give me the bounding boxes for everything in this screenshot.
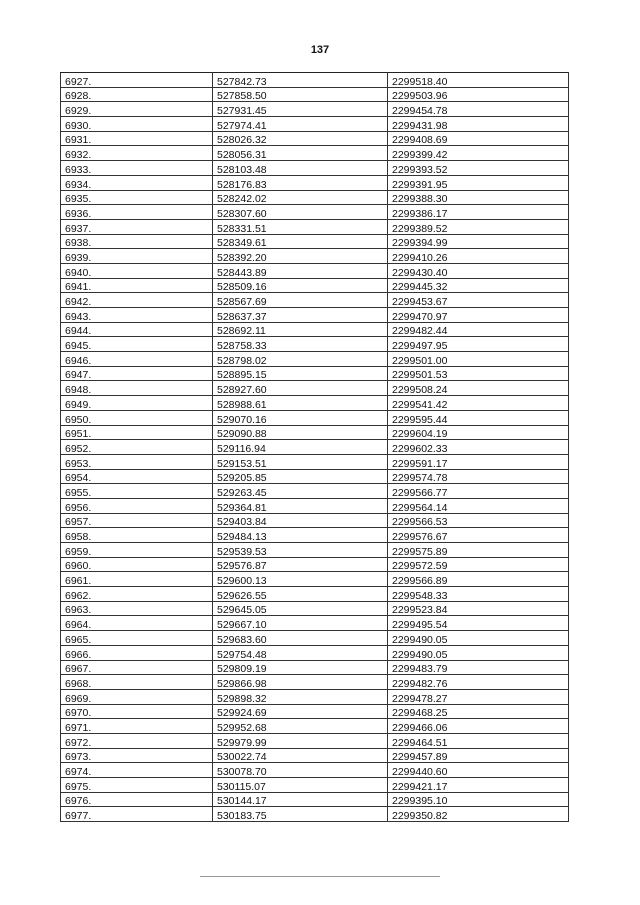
y-coordinate-cell: 2299566.53 bbox=[388, 513, 569, 528]
point-number-cell: 6967. bbox=[61, 660, 213, 675]
x-coordinate-cell: 528758.33 bbox=[213, 337, 388, 352]
table-row bbox=[61, 675, 569, 690]
x-coordinate-cell: 529924.69 bbox=[213, 704, 388, 719]
y-coordinate-cell: 2299566.89 bbox=[388, 572, 569, 587]
y-coordinate-cell: 2299421.17 bbox=[388, 778, 569, 793]
point-number-cell: 6929. bbox=[61, 102, 213, 117]
y-coordinate-cell: 2299508.24 bbox=[388, 381, 569, 396]
bottom-rule bbox=[200, 876, 440, 877]
point-number-cell: 6968. bbox=[61, 675, 213, 690]
x-coordinate-cell: 529866.98 bbox=[213, 675, 388, 690]
y-coordinate-cell: 2299454.78 bbox=[388, 102, 569, 117]
x-coordinate-cell: 530144.17 bbox=[213, 792, 388, 807]
x-coordinate-cell: 529645.05 bbox=[213, 601, 388, 616]
x-coordinate-cell: 530183.75 bbox=[213, 807, 388, 822]
point-number-cell: 6962. bbox=[61, 587, 213, 602]
table-row bbox=[61, 807, 569, 822]
table-row bbox=[61, 234, 569, 249]
point-number-cell: 6957. bbox=[61, 513, 213, 528]
y-coordinate-cell: 2299503.96 bbox=[388, 87, 569, 102]
point-number-cell: 6950. bbox=[61, 410, 213, 425]
point-number-cell: 6930. bbox=[61, 117, 213, 132]
table-row bbox=[61, 425, 569, 440]
point-number-cell: 6976. bbox=[61, 792, 213, 807]
x-coordinate-cell: 528509.16 bbox=[213, 278, 388, 293]
point-number-cell: 6949. bbox=[61, 396, 213, 411]
point-number-cell: 6932. bbox=[61, 146, 213, 161]
table-row bbox=[61, 87, 569, 102]
x-coordinate-cell: 529809.19 bbox=[213, 660, 388, 675]
x-coordinate-cell: 528567.69 bbox=[213, 293, 388, 308]
table-row bbox=[61, 513, 569, 528]
y-coordinate-cell: 2299395.10 bbox=[388, 792, 569, 807]
table-row bbox=[61, 660, 569, 675]
point-number-cell: 6938. bbox=[61, 234, 213, 249]
point-number-cell: 6931. bbox=[61, 131, 213, 146]
table-row bbox=[61, 763, 569, 778]
table-row bbox=[61, 352, 569, 367]
point-number-cell: 6974. bbox=[61, 763, 213, 778]
point-number-cell: 6936. bbox=[61, 205, 213, 220]
x-coordinate-cell: 527974.41 bbox=[213, 117, 388, 132]
y-coordinate-cell: 2299410.26 bbox=[388, 249, 569, 264]
y-coordinate-cell: 2299440.60 bbox=[388, 763, 569, 778]
y-coordinate-cell: 2299388.30 bbox=[388, 190, 569, 205]
y-coordinate-cell: 2299575.89 bbox=[388, 543, 569, 558]
point-number-cell: 6955. bbox=[61, 484, 213, 499]
x-coordinate-cell: 527858.50 bbox=[213, 87, 388, 102]
table-row bbox=[61, 792, 569, 807]
page-number: 137 bbox=[310, 44, 330, 56]
point-number-cell: 6946. bbox=[61, 352, 213, 367]
point-number-cell: 6940. bbox=[61, 263, 213, 278]
table-row bbox=[61, 528, 569, 543]
table-row bbox=[61, 689, 569, 704]
point-number-cell: 6953. bbox=[61, 454, 213, 469]
y-coordinate-cell: 2299482.76 bbox=[388, 675, 569, 690]
table-row bbox=[61, 484, 569, 499]
x-coordinate-cell: 529539.53 bbox=[213, 543, 388, 558]
table-row bbox=[61, 131, 569, 146]
point-number-cell: 6943. bbox=[61, 308, 213, 323]
table-row bbox=[61, 645, 569, 660]
x-coordinate-cell: 529403.84 bbox=[213, 513, 388, 528]
table-row bbox=[61, 557, 569, 572]
y-coordinate-cell: 2299572.59 bbox=[388, 557, 569, 572]
point-number-cell: 6977. bbox=[61, 807, 213, 822]
y-coordinate-cell: 2299523.84 bbox=[388, 601, 569, 616]
y-coordinate-cell: 2299497.95 bbox=[388, 337, 569, 352]
x-coordinate-cell: 529898.32 bbox=[213, 689, 388, 704]
x-coordinate-cell: 527931.45 bbox=[213, 102, 388, 117]
point-number-cell: 6928. bbox=[61, 87, 213, 102]
table-row bbox=[61, 146, 569, 161]
table-row bbox=[61, 616, 569, 631]
table-row bbox=[61, 778, 569, 793]
y-coordinate-cell: 2299501.00 bbox=[388, 352, 569, 367]
x-coordinate-cell: 530078.70 bbox=[213, 763, 388, 778]
x-coordinate-cell: 528692.11 bbox=[213, 322, 388, 337]
table-row bbox=[61, 440, 569, 455]
point-number-cell: 6951. bbox=[61, 425, 213, 440]
x-coordinate-cell: 528798.02 bbox=[213, 352, 388, 367]
table-row bbox=[61, 719, 569, 734]
x-coordinate-cell: 529090.88 bbox=[213, 425, 388, 440]
x-coordinate-cell: 528443.89 bbox=[213, 263, 388, 278]
table-row bbox=[61, 117, 569, 132]
point-number-cell: 6972. bbox=[61, 733, 213, 748]
table-row bbox=[61, 601, 569, 616]
x-coordinate-cell: 528331.51 bbox=[213, 219, 388, 234]
point-number-cell: 6959. bbox=[61, 543, 213, 558]
point-number-cell: 6956. bbox=[61, 498, 213, 513]
x-coordinate-cell: 528056.31 bbox=[213, 146, 388, 161]
y-coordinate-cell: 2299548.33 bbox=[388, 587, 569, 602]
point-number-cell: 6963. bbox=[61, 601, 213, 616]
y-coordinate-cell: 2299482.44 bbox=[388, 322, 569, 337]
y-coordinate-cell: 2299490.05 bbox=[388, 645, 569, 660]
table-row bbox=[61, 396, 569, 411]
x-coordinate-cell: 530115.07 bbox=[213, 778, 388, 793]
y-coordinate-cell: 2299466.06 bbox=[388, 719, 569, 734]
y-coordinate-cell: 2299483.79 bbox=[388, 660, 569, 675]
table-row bbox=[61, 73, 569, 88]
x-coordinate-cell: 529484.13 bbox=[213, 528, 388, 543]
table-row bbox=[61, 454, 569, 469]
x-coordinate-cell: 528307.60 bbox=[213, 205, 388, 220]
point-number-cell: 6935. bbox=[61, 190, 213, 205]
y-coordinate-cell: 2299453.67 bbox=[388, 293, 569, 308]
x-coordinate-cell: 529952.68 bbox=[213, 719, 388, 734]
y-coordinate-cell: 2299350.82 bbox=[388, 807, 569, 822]
table-row bbox=[61, 337, 569, 352]
point-number-cell: 6970. bbox=[61, 704, 213, 719]
point-number-cell: 6971. bbox=[61, 719, 213, 734]
table-row bbox=[61, 572, 569, 587]
y-coordinate-cell: 2299478.27 bbox=[388, 689, 569, 704]
table-row bbox=[61, 293, 569, 308]
table-row bbox=[61, 381, 569, 396]
table-row bbox=[61, 587, 569, 602]
y-coordinate-cell: 2299389.52 bbox=[388, 219, 569, 234]
x-coordinate-cell: 529626.55 bbox=[213, 587, 388, 602]
table-row bbox=[61, 322, 569, 337]
table-row bbox=[61, 543, 569, 558]
point-number-cell: 6941. bbox=[61, 278, 213, 293]
point-number-cell: 6937. bbox=[61, 219, 213, 234]
table-row bbox=[61, 263, 569, 278]
table-row bbox=[61, 308, 569, 323]
x-coordinate-cell: 527842.73 bbox=[213, 73, 388, 88]
x-coordinate-cell: 529754.48 bbox=[213, 645, 388, 660]
point-number-cell: 6965. bbox=[61, 631, 213, 646]
x-coordinate-cell: 528103.48 bbox=[213, 161, 388, 176]
y-coordinate-cell: 2299399.42 bbox=[388, 146, 569, 161]
table-row bbox=[61, 102, 569, 117]
y-coordinate-cell: 2299541.42 bbox=[388, 396, 569, 411]
point-number-cell: 6952. bbox=[61, 440, 213, 455]
y-coordinate-cell: 2299602.33 bbox=[388, 440, 569, 455]
point-number-cell: 6948. bbox=[61, 381, 213, 396]
point-number-cell: 6939. bbox=[61, 249, 213, 264]
point-number-cell: 6973. bbox=[61, 748, 213, 763]
y-coordinate-cell: 2299445.32 bbox=[388, 278, 569, 293]
y-coordinate-cell: 2299393.52 bbox=[388, 161, 569, 176]
y-coordinate-cell: 2299408.69 bbox=[388, 131, 569, 146]
y-coordinate-cell: 2299518.40 bbox=[388, 73, 569, 88]
y-coordinate-cell: 2299430.40 bbox=[388, 263, 569, 278]
point-number-cell: 6954. bbox=[61, 469, 213, 484]
y-coordinate-cell: 2299595.44 bbox=[388, 410, 569, 425]
y-coordinate-cell: 2299468.25 bbox=[388, 704, 569, 719]
point-number-cell: 6947. bbox=[61, 366, 213, 381]
point-number-cell: 6927. bbox=[61, 73, 213, 88]
x-coordinate-cell: 529667.10 bbox=[213, 616, 388, 631]
coordinates-table bbox=[60, 72, 569, 822]
coordinates-table-body bbox=[61, 73, 569, 822]
x-coordinate-cell: 529263.45 bbox=[213, 484, 388, 499]
table-row bbox=[61, 631, 569, 646]
y-coordinate-cell: 2299564.14 bbox=[388, 498, 569, 513]
table-row bbox=[61, 205, 569, 220]
y-coordinate-cell: 2299604.19 bbox=[388, 425, 569, 440]
table-row bbox=[61, 175, 569, 190]
point-number-cell: 6975. bbox=[61, 778, 213, 793]
x-coordinate-cell: 529205.85 bbox=[213, 469, 388, 484]
table-row bbox=[61, 469, 569, 484]
x-coordinate-cell: 529364.81 bbox=[213, 498, 388, 513]
x-coordinate-cell: 528988.61 bbox=[213, 396, 388, 411]
x-coordinate-cell: 529979.99 bbox=[213, 733, 388, 748]
x-coordinate-cell: 528895.15 bbox=[213, 366, 388, 381]
table-row bbox=[61, 704, 569, 719]
table-row bbox=[61, 733, 569, 748]
table-row bbox=[61, 249, 569, 264]
x-coordinate-cell: 528026.32 bbox=[213, 131, 388, 146]
y-coordinate-cell: 2299386.17 bbox=[388, 205, 569, 220]
table-row bbox=[61, 366, 569, 381]
x-coordinate-cell: 528927.60 bbox=[213, 381, 388, 396]
x-coordinate-cell: 529600.13 bbox=[213, 572, 388, 587]
point-number-cell: 6961. bbox=[61, 572, 213, 587]
y-coordinate-cell: 2299566.77 bbox=[388, 484, 569, 499]
y-coordinate-cell: 2299501.53 bbox=[388, 366, 569, 381]
y-coordinate-cell: 2299576.67 bbox=[388, 528, 569, 543]
point-number-cell: 6933. bbox=[61, 161, 213, 176]
x-coordinate-cell: 529153.51 bbox=[213, 454, 388, 469]
point-number-cell: 6969. bbox=[61, 689, 213, 704]
table-row bbox=[61, 748, 569, 763]
table-row bbox=[61, 190, 569, 205]
y-coordinate-cell: 2299591.17 bbox=[388, 454, 569, 469]
x-coordinate-cell: 530022.74 bbox=[213, 748, 388, 763]
point-number-cell: 6945. bbox=[61, 337, 213, 352]
x-coordinate-cell: 528176.83 bbox=[213, 175, 388, 190]
point-number-cell: 6942. bbox=[61, 293, 213, 308]
table-row bbox=[61, 498, 569, 513]
y-coordinate-cell: 2299495.54 bbox=[388, 616, 569, 631]
y-coordinate-cell: 2299391.95 bbox=[388, 175, 569, 190]
x-coordinate-cell: 528242.02 bbox=[213, 190, 388, 205]
point-number-cell: 6934. bbox=[61, 175, 213, 190]
y-coordinate-cell: 2299490.05 bbox=[388, 631, 569, 646]
y-coordinate-cell: 2299574.78 bbox=[388, 469, 569, 484]
table-row bbox=[61, 219, 569, 234]
point-number-cell: 6944. bbox=[61, 322, 213, 337]
x-coordinate-cell: 528637.37 bbox=[213, 308, 388, 323]
y-coordinate-cell: 2299394.99 bbox=[388, 234, 569, 249]
y-coordinate-cell: 2299464.51 bbox=[388, 733, 569, 748]
table-row bbox=[61, 410, 569, 425]
x-coordinate-cell: 529576.87 bbox=[213, 557, 388, 572]
y-coordinate-cell: 2299470.97 bbox=[388, 308, 569, 323]
x-coordinate-cell: 529070.16 bbox=[213, 410, 388, 425]
point-number-cell: 6960. bbox=[61, 557, 213, 572]
x-coordinate-cell: 529683.60 bbox=[213, 631, 388, 646]
table-row bbox=[61, 161, 569, 176]
x-coordinate-cell: 529116.94 bbox=[213, 440, 388, 455]
x-coordinate-cell: 528349.61 bbox=[213, 234, 388, 249]
x-coordinate-cell: 528392.20 bbox=[213, 249, 388, 264]
y-coordinate-cell: 2299431.98 bbox=[388, 117, 569, 132]
point-number-cell: 6958. bbox=[61, 528, 213, 543]
point-number-cell: 6966. bbox=[61, 645, 213, 660]
table-row bbox=[61, 278, 569, 293]
point-number-cell: 6964. bbox=[61, 616, 213, 631]
y-coordinate-cell: 2299457.89 bbox=[388, 748, 569, 763]
